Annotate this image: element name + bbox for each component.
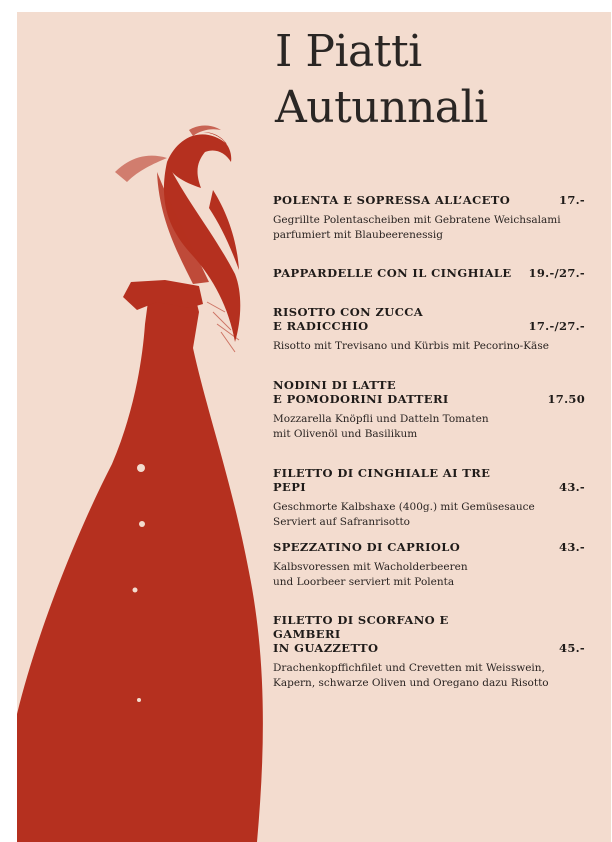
dish-description: Gegrillte Polentascheiben mit Gebratene Weichsalami parfumiert mit Blaubeerenessig — [273, 214, 561, 241]
dish-price: 17.50 — [547, 392, 585, 406]
menu-item — [273, 613, 585, 690]
dish-name: FILETTO DI SCORFANO E GAMBERI IN GUAZZETTO — [273, 613, 449, 655]
menu-item-header — [273, 378, 585, 406]
menu-item-header — [273, 466, 585, 494]
bubble — [139, 521, 145, 527]
dish-description: Mozzarella Knöpfli und Datteln Tomaten mit Olivenöl und Basilikum — [273, 413, 489, 440]
menu-item — [273, 266, 585, 280]
menu-title-line-1: I Piatti — [275, 26, 422, 77]
menu-item — [273, 305, 585, 354]
menu-item-header — [273, 305, 585, 333]
menu-title-line-2: Autunnali — [275, 82, 488, 133]
dish-description: Kalbsvoressen mit Wacholderbeeren und Loorbeer serviert mit Polenta — [273, 561, 468, 588]
dish-name: POLENTA E SOPRESSA ALL’ACETO — [273, 193, 511, 207]
menu-item — [273, 193, 585, 242]
dish-price: 17.- — [559, 193, 585, 207]
dish-name: NODINI DI LATTE E POMODORINI DATTERI — [273, 378, 449, 406]
menu-title — [275, 24, 488, 136]
dish-name: FILETTO DI CINGHIALE AI TRE PEPI — [273, 466, 491, 494]
bubble — [137, 698, 141, 702]
menu-item-header — [273, 540, 585, 554]
dish-name: RISOTTO CON ZUCCA E RADICCHIO — [273, 305, 424, 333]
menu-item-header — [273, 193, 585, 207]
wine-bottle — [17, 294, 263, 842]
dish-price: 19.-/27.- — [528, 266, 585, 280]
dish-description: Drachenkopffichfilet und Crevetten mit Weisswein, Kapern, schwarze Oliven und Oregano dazu Risotto — [273, 662, 549, 689]
dish-price: 43.- — [559, 480, 585, 494]
dish-description: Risotto mit Trevisano und Kürbis mit Pecorino-Käse — [273, 340, 549, 352]
dish-price: 17.-/27.- — [528, 319, 585, 333]
menu-item — [273, 466, 585, 529]
dish-name: SPEZZATINO DI CAPRIOLO — [273, 540, 461, 554]
dish-name: PAPPARDELLE CON IL CINGHIALE — [273, 266, 512, 280]
dish-price: 45.- — [559, 641, 585, 655]
menu-item — [273, 540, 585, 589]
menu-item-header — [273, 613, 585, 655]
menu-page — [17, 12, 611, 842]
dish-description: Geschmorte Kalbshaxe (400g.) mit Gemüsesauce Serviert auf Safranrisotto — [273, 501, 535, 528]
bubble — [133, 588, 138, 593]
bubble — [137, 464, 145, 472]
menu-item — [273, 378, 585, 441]
dish-price: 43.- — [559, 540, 585, 554]
menu-item-header — [273, 266, 585, 280]
